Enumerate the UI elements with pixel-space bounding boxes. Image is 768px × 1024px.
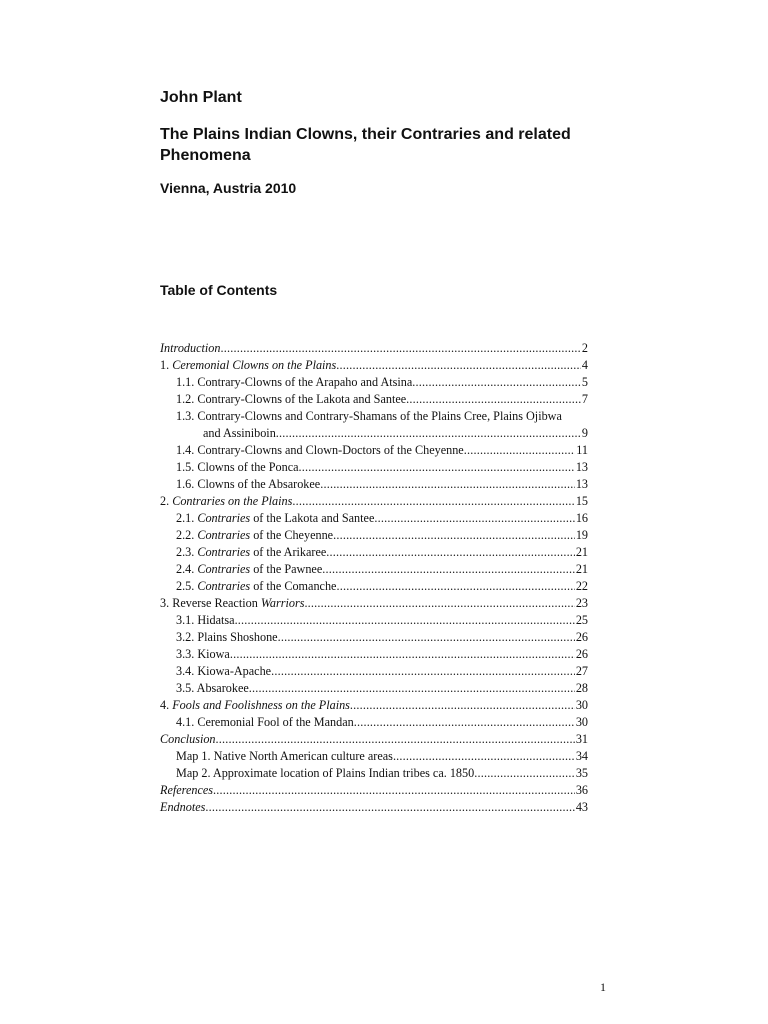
toc-page-number: 27: [575, 664, 588, 678]
toc-entry[interactable]: [160, 476, 588, 493]
toc-page-number: 9: [581, 426, 588, 440]
toc-page-number: 11: [576, 443, 588, 457]
toc-entry[interactable]: [160, 578, 588, 595]
toc-entry-text: 1.4. Contrary-Clowns and Clown-Doctors of the Cheyenne: [176, 443, 464, 457]
toc-page-number: 19: [575, 528, 588, 542]
toc-leader-dots: [474, 765, 575, 782]
toc-entry-label: [176, 374, 412, 391]
toc-entry[interactable]: [160, 561, 588, 578]
toc-leader-dots: [333, 527, 575, 544]
toc-entry-label: [176, 459, 299, 476]
toc-leader-dots: [278, 629, 575, 646]
toc-entry-italic: Warriors: [260, 596, 305, 610]
toc-leader-dots: [216, 731, 575, 748]
toc-entry[interactable]: [160, 748, 588, 765]
toc-entry-text: 3.2. Plains Shoshone: [176, 630, 278, 644]
toc-page-number: 30: [575, 698, 588, 712]
toc-leader-dots: [336, 578, 574, 595]
toc-entry-italic: References: [160, 783, 214, 797]
toc-leader-dots: [235, 612, 575, 629]
toc-leader-dots: [213, 782, 575, 799]
toc-entry-text: 1.5. Clowns of the Ponca: [176, 460, 299, 474]
toc-entry[interactable]: [160, 493, 588, 510]
toc-page-number: 4: [581, 358, 588, 372]
toc-entry[interactable]: [160, 680, 588, 697]
toc-entry-label: [176, 408, 562, 425]
toc-entry-italic: Ceremonial Clowns on the Plains: [172, 358, 337, 372]
toc-leader-dots: [304, 595, 574, 612]
toc-entry[interactable]: [160, 357, 588, 374]
toc-page-number: 26: [575, 647, 588, 661]
toc-entry[interactable]: [160, 510, 588, 527]
toc-entry[interactable]: [160, 731, 588, 748]
toc-entry-text: 2.2.: [176, 528, 198, 542]
toc-entry-label: [176, 510, 374, 527]
toc-leader-dots: [326, 544, 575, 561]
toc-entry-text: Map 1. Native North American culture areas: [176, 749, 393, 763]
toc-entry-label: [160, 799, 205, 816]
toc-entry[interactable]: [160, 442, 588, 459]
toc-entry-text: 3.4. Kiowa-Apache: [176, 664, 272, 678]
toc-entry-label: [203, 425, 276, 442]
place-date: Vienna, Austria 2010: [160, 180, 297, 196]
toc-page-number: 7: [581, 392, 588, 406]
toc-entry-label: [176, 765, 474, 782]
toc-entry-label: [160, 357, 336, 374]
toc-entry-label: [176, 629, 278, 646]
toc-page-number: 21: [575, 562, 588, 576]
toc-entry-text: 3.1. Hidatsa: [176, 613, 235, 627]
toc-page-number: 16: [575, 511, 588, 525]
toc-entry-text: 4.: [160, 698, 173, 712]
toc-entry-italic: Contraries: [197, 545, 251, 559]
toc-entry[interactable]: [160, 544, 588, 561]
toc-leader-dots: [205, 799, 574, 816]
toc-entry-italic: Contraries: [197, 579, 251, 593]
toc-entry-italic: Conclusion: [160, 732, 216, 746]
toc-leader-dots: [249, 680, 575, 697]
toc-page-number: 13: [575, 460, 588, 474]
toc-entry-text: 3.5. Absarokee: [176, 681, 249, 695]
toc-entry[interactable]: [160, 374, 588, 391]
toc-leader-dots: [299, 459, 575, 476]
toc-entry-text: 4.1. Ceremonial Fool of the Mandan: [176, 715, 354, 729]
toc-entry-text: of the Lakota and Santee: [250, 511, 375, 525]
toc-page-number: 34: [575, 749, 588, 763]
toc-entry-text: 1.: [160, 358, 173, 372]
toc-leader-dots: [220, 340, 580, 357]
toc-entry[interactable]: [160, 408, 588, 425]
toc-leader-dots: [354, 714, 575, 731]
toc-entry[interactable]: [160, 391, 588, 408]
toc-page-number: 21: [575, 545, 588, 559]
toc-page-number: 30: [575, 715, 588, 729]
toc-entry-label: [176, 714, 354, 731]
toc-entry-label: [176, 544, 326, 561]
toc-entry-label: [176, 578, 336, 595]
toc-entry-text: 2.3.: [176, 545, 198, 559]
toc-entry-italic: Contraries: [197, 562, 251, 576]
toc-entry-text: of the Comanche: [250, 579, 337, 593]
toc-leader-dots: [350, 697, 575, 714]
toc-leader-dots: [374, 510, 574, 527]
toc-entry-label: [176, 561, 322, 578]
toc-page-number: 13: [575, 477, 588, 491]
toc-entry[interactable]: [160, 663, 588, 680]
toc-entry[interactable]: [160, 646, 588, 663]
toc-entry-text: 2.: [160, 494, 173, 508]
toc-entry-label: [176, 663, 271, 680]
toc-entry-label: [176, 680, 249, 697]
toc-entry-italic: Endnotes: [160, 800, 206, 814]
toc-page-number: 2: [581, 341, 588, 355]
toc-page-number: 28: [575, 681, 588, 695]
toc-entry-text: of the Arikaree: [250, 545, 327, 559]
toc-entry[interactable]: [160, 714, 588, 731]
toc-entry[interactable]: [160, 527, 588, 544]
toc-entry-text: 3. Reverse Reaction: [160, 596, 261, 610]
toc-entry[interactable]: [160, 697, 588, 714]
toc-entry-label: [176, 527, 333, 544]
toc-entry-text: 1.2. Contrary-Clowns of the Lakota and Santee: [176, 392, 407, 406]
toc-page-number: 35: [575, 766, 588, 780]
toc-leader-dots: [271, 663, 575, 680]
toc-entry[interactable]: [160, 425, 588, 442]
toc-page-number: 36: [575, 783, 588, 797]
toc-page-number: 26: [575, 630, 588, 644]
toc-entry-text: 1.3. Contrary-Clowns and Contrary-Shamans of the Plains Cree, Plains Ojibwa: [176, 409, 562, 423]
toc-entry[interactable]: [160, 459, 588, 476]
toc-entry-italic: Fools and Foolishness on the Plains: [172, 698, 350, 712]
toc-entry-text: 2.4.: [176, 562, 198, 576]
author-name: John Plant: [160, 89, 242, 106]
toc-entry[interactable]: [160, 612, 588, 629]
toc-entry[interactable]: [160, 595, 588, 612]
toc-entry-label: [176, 476, 320, 493]
toc-entry[interactable]: [160, 765, 588, 782]
page-number: 1: [600, 980, 606, 994]
toc-leader-dots: [230, 646, 575, 663]
toc-heading: Table of Contents: [160, 282, 278, 298]
toc-entry-label: [176, 391, 406, 408]
toc-page-number: 25: [575, 613, 588, 627]
toc-entry-label: [160, 493, 292, 510]
toc-leader-dots: [406, 391, 581, 408]
toc-entry-label: [160, 340, 220, 357]
toc-leader-dots: [464, 442, 576, 459]
toc-entry-text: Map 2. Approximate location of Plains Indian tribes ca. 1850: [176, 766, 475, 780]
toc-page-number: 5: [581, 375, 588, 389]
toc-entry-italic: Introduction: [160, 341, 221, 355]
toc-page-number: 31: [575, 732, 588, 746]
toc-entry-label: [160, 595, 304, 612]
toc-leader-dots: [393, 748, 575, 765]
toc-page-number: 15: [575, 494, 588, 508]
toc-entry-label: [176, 748, 393, 765]
toc-leader-dots: [276, 425, 581, 442]
toc-entry-label: [160, 697, 350, 714]
toc-leader-dots: [320, 476, 575, 493]
toc-entry[interactable]: [160, 629, 588, 646]
toc-entry[interactable]: [160, 340, 588, 357]
toc-entry-label: [176, 612, 235, 629]
toc-leader-dots: [322, 561, 575, 578]
toc-entry-text: 1.1. Contrary-Clowns of the Arapaho and Atsina: [176, 375, 413, 389]
toc-entry-label: [160, 782, 213, 799]
toc-entry-text: of the Pawnee: [250, 562, 323, 576]
toc-entry-label: [176, 442, 464, 459]
toc-entry-label: [160, 731, 216, 748]
toc-entry[interactable]: [160, 782, 588, 799]
toc-entry-label: [176, 646, 230, 663]
toc-page-number: 43: [575, 800, 588, 814]
table-of-contents: [160, 340, 588, 816]
toc-leader-dots: [336, 357, 581, 374]
toc-entry-text: of the Cheyenne: [250, 528, 334, 542]
toc-entry-italic: Contraries on the Plains: [172, 494, 293, 508]
toc-leader-dots: [292, 493, 574, 510]
toc-entry[interactable]: [160, 799, 588, 816]
document-title: The Plains Indian Clowns, their Contraries and related Phenomena: [160, 126, 571, 164]
toc-entry-italic: Contraries: [197, 511, 251, 525]
toc-leader-dots: [412, 374, 581, 391]
toc-entry-text: 2.5.: [176, 579, 198, 593]
toc-entry-text: 3.3. Kiowa: [176, 647, 230, 661]
toc-entry-text: and Assiniboin: [203, 426, 276, 440]
toc-page-number: 22: [575, 579, 588, 593]
toc-entry-text: 1.6. Clowns of the Absarokee: [176, 477, 321, 491]
toc-entry-text: 2.1.: [176, 511, 198, 525]
toc-entry-italic: Contraries: [197, 528, 251, 542]
toc-page-number: 23: [575, 596, 588, 610]
